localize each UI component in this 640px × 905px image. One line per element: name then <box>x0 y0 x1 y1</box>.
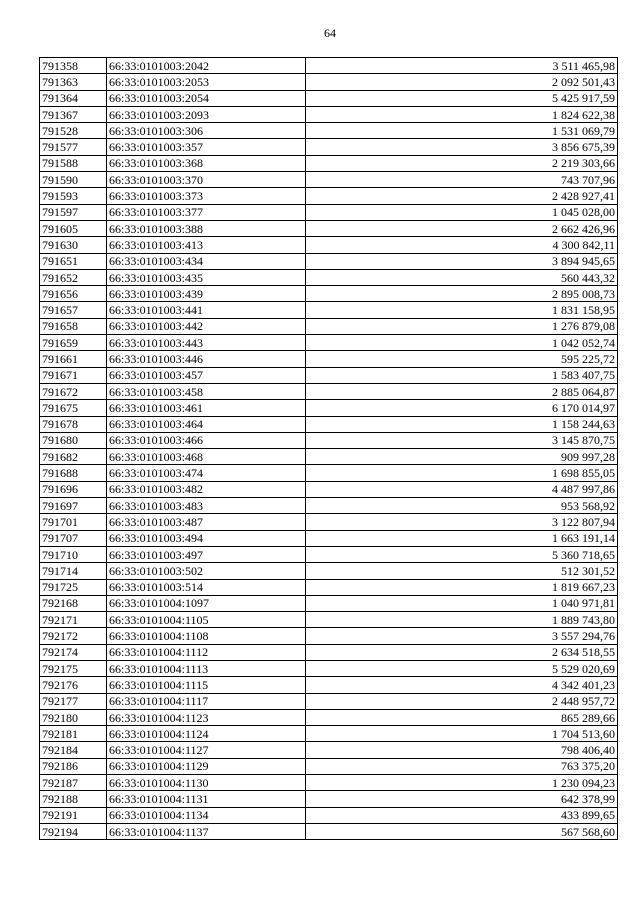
table-row <box>40 220 618 236</box>
cadastral-value-cell: 1 531 069,79 <box>306 123 618 139</box>
cadastral-number-cell: 66:33:0101003:2054 <box>107 90 306 106</box>
cadastral-value-cell: 2 428 927,41 <box>306 188 618 204</box>
row-number-cell: 791725 <box>40 579 107 595</box>
cadastral-value-cell: 3 511 465,98 <box>306 58 618 74</box>
row-number-cell: 791590 <box>40 172 107 188</box>
cadastral-value-cell: 1 042 052,74 <box>306 335 618 351</box>
table-row <box>40 530 618 546</box>
table-row <box>40 791 618 807</box>
cadastral-number-cell: 66:33:0101004:1097 <box>107 595 306 611</box>
cadastral-number-cell: 66:33:0101003:487 <box>107 514 306 530</box>
table-row <box>40 269 618 285</box>
cadastral-value-cell: 909 997,28 <box>306 449 618 465</box>
row-number-cell: 791701 <box>40 514 107 530</box>
row-number-cell: 791605 <box>40 220 107 236</box>
cadastral-value-cell: 953 568,92 <box>306 498 618 514</box>
row-number-cell: 791364 <box>40 90 107 106</box>
cadastral-number-cell: 66:33:0101003:2042 <box>107 58 306 74</box>
cadastral-value-cell: 763 375,20 <box>306 758 618 774</box>
cadastral-value-cell: 512 301,52 <box>306 563 618 579</box>
row-number-cell: 791588 <box>40 155 107 171</box>
row-number-cell: 792181 <box>40 726 107 742</box>
table-row <box>40 563 618 579</box>
cadastral-value-table <box>39 57 618 840</box>
table-row <box>40 579 618 595</box>
row-number-cell: 791656 <box>40 286 107 302</box>
row-number-cell: 791358 <box>40 58 107 74</box>
cadastral-number-cell: 66:33:0101004:1123 <box>107 709 306 725</box>
table-row <box>40 546 618 562</box>
table-row <box>40 498 618 514</box>
cadastral-number-cell: 66:33:0101003:502 <box>107 563 306 579</box>
page-number: 64 <box>324 26 336 40</box>
table-row <box>40 432 618 448</box>
cadastral-value-cell: 595 225,72 <box>306 351 618 367</box>
cadastral-value-cell: 1 230 094,23 <box>306 775 618 791</box>
row-number-cell: 792171 <box>40 612 107 628</box>
cadastral-number-cell: 66:33:0101003:413 <box>107 237 306 253</box>
cadastral-number-cell: 66:33:0101003:474 <box>107 465 306 481</box>
table-row <box>40 628 618 644</box>
row-number-cell: 791651 <box>40 253 107 269</box>
cadastral-value-cell: 2 662 426,96 <box>306 220 618 236</box>
cadastral-value-cell: 642 378,99 <box>306 791 618 807</box>
cadastral-number-cell: 66:33:0101004:1108 <box>107 628 306 644</box>
table-row <box>40 58 618 74</box>
cadastral-value-cell: 567 568,60 <box>306 823 618 839</box>
cadastral-number-cell: 66:33:0101004:1134 <box>107 807 306 823</box>
row-number-cell: 791688 <box>40 465 107 481</box>
table-row <box>40 367 618 383</box>
cadastral-number-cell: 66:33:0101003:464 <box>107 416 306 432</box>
row-number-cell: 792177 <box>40 693 107 709</box>
table-row <box>40 416 618 432</box>
cadastral-value-cell: 5 425 917,59 <box>306 90 618 106</box>
cadastral-number-cell: 66:33:0101003:466 <box>107 432 306 448</box>
cadastral-number-cell: 66:33:0101003:442 <box>107 318 306 334</box>
cadastral-value-cell: 3 894 945,65 <box>306 253 618 269</box>
cadastral-number-cell: 66:33:0101004:1131 <box>107 791 306 807</box>
cadastral-number-cell: 66:33:0101004:1129 <box>107 758 306 774</box>
table-row <box>40 644 618 660</box>
table-body <box>40 58 618 840</box>
cadastral-value-cell: 3 122 807,94 <box>306 514 618 530</box>
table-row <box>40 742 618 758</box>
cadastral-number-cell: 66:33:0101004:1127 <box>107 742 306 758</box>
cadastral-value-cell: 743 707,96 <box>306 172 618 188</box>
cadastral-value-cell: 1 276 879,08 <box>306 318 618 334</box>
cadastral-number-cell: 66:33:0101003:2053 <box>107 74 306 90</box>
cadastral-value-cell: 1 824 622,38 <box>306 106 618 122</box>
table-row <box>40 139 618 155</box>
table-row <box>40 302 618 318</box>
cadastral-value-cell: 2 895 008,73 <box>306 286 618 302</box>
cadastral-number-cell: 66:33:0101003:434 <box>107 253 306 269</box>
row-number-cell: 792168 <box>40 595 107 611</box>
row-number-cell: 792191 <box>40 807 107 823</box>
cadastral-value-cell: 3 856 675,39 <box>306 139 618 155</box>
row-number-cell: 791661 <box>40 351 107 367</box>
cadastral-number-cell: 66:33:0101004:1105 <box>107 612 306 628</box>
cadastral-number-cell: 66:33:0101003:443 <box>107 335 306 351</box>
cadastral-value-cell: 2 885 064,87 <box>306 383 618 399</box>
cadastral-value-cell: 6 170 014,97 <box>306 400 618 416</box>
cadastral-number-cell: 66:33:0101003:388 <box>107 220 306 236</box>
table-row <box>40 155 618 171</box>
table-row <box>40 318 618 334</box>
row-number-cell: 792188 <box>40 791 107 807</box>
row-number-cell: 791528 <box>40 123 107 139</box>
cadastral-number-cell: 66:33:0101004:1124 <box>107 726 306 742</box>
row-number-cell: 791680 <box>40 432 107 448</box>
cadastral-value-cell: 1 889 743,80 <box>306 612 618 628</box>
table-row <box>40 90 618 106</box>
cadastral-number-cell: 66:33:0101004:1130 <box>107 775 306 791</box>
table-row <box>40 383 618 399</box>
cadastral-value-cell: 1 698 855,05 <box>306 465 618 481</box>
cadastral-value-cell: 5 360 718,65 <box>306 546 618 562</box>
table-row <box>40 465 618 481</box>
table-row <box>40 693 618 709</box>
table-row <box>40 204 618 220</box>
row-number-cell: 792180 <box>40 709 107 725</box>
cadastral-number-cell: 66:33:0101003:482 <box>107 481 306 497</box>
cadastral-value-cell: 2 092 501,43 <box>306 74 618 90</box>
cadastral-number-cell: 66:33:0101003:373 <box>107 188 306 204</box>
row-number-cell: 792174 <box>40 644 107 660</box>
row-number-cell: 791597 <box>40 204 107 220</box>
cadastral-number-cell: 66:33:0101004:1113 <box>107 660 306 676</box>
table-row <box>40 514 618 530</box>
cadastral-number-cell: 66:33:0101003:370 <box>107 172 306 188</box>
cadastral-value-cell: 1 704 513,60 <box>306 726 618 742</box>
cadastral-value-cell: 1 663 191,14 <box>306 530 618 546</box>
cadastral-value-cell: 433 899,65 <box>306 807 618 823</box>
cadastral-value-cell: 3 557 294,76 <box>306 628 618 644</box>
row-number-cell: 791678 <box>40 416 107 432</box>
cadastral-number-cell: 66:33:0101003:306 <box>107 123 306 139</box>
cadastral-number-cell: 66:33:0101003:461 <box>107 400 306 416</box>
table-row <box>40 188 618 204</box>
cadastral-number-cell: 66:33:0101003:441 <box>107 302 306 318</box>
row-number-cell: 791682 <box>40 449 107 465</box>
row-number-cell: 791652 <box>40 269 107 285</box>
row-number-cell: 792176 <box>40 677 107 693</box>
table-row <box>40 351 618 367</box>
cadastral-value-cell: 1 040 971,81 <box>306 595 618 611</box>
cadastral-number-cell: 66:33:0101003:514 <box>107 579 306 595</box>
row-number-cell: 791672 <box>40 383 107 399</box>
row-number-cell: 791657 <box>40 302 107 318</box>
cadastral-number-cell: 66:33:0101004:1117 <box>107 693 306 709</box>
cadastral-number-cell: 66:33:0101003:457 <box>107 367 306 383</box>
row-number-cell: 791577 <box>40 139 107 155</box>
table-row <box>40 677 618 693</box>
row-number-cell: 791367 <box>40 106 107 122</box>
row-number-cell: 792175 <box>40 660 107 676</box>
row-number-cell: 791714 <box>40 563 107 579</box>
table-row <box>40 335 618 351</box>
table-row <box>40 400 618 416</box>
cadastral-number-cell: 66:33:0101003:497 <box>107 546 306 562</box>
cadastral-value-cell: 1 158 244,63 <box>306 416 618 432</box>
table-row <box>40 807 618 823</box>
table-row <box>40 449 618 465</box>
row-number-cell: 791671 <box>40 367 107 383</box>
cadastral-number-cell: 66:33:0101003:435 <box>107 269 306 285</box>
cadastral-number-cell: 66:33:0101003:2093 <box>107 106 306 122</box>
cadastral-value-cell: 5 529 020,69 <box>306 660 618 676</box>
cadastral-value-cell: 560 443,32 <box>306 269 618 285</box>
cadastral-value-cell: 4 300 842,11 <box>306 237 618 253</box>
cadastral-number-cell: 66:33:0101004:1137 <box>107 823 306 839</box>
cadastral-value-cell: 4 487 997,86 <box>306 481 618 497</box>
cadastral-value-cell: 4 342 401,23 <box>306 677 618 693</box>
cadastral-number-cell: 66:33:0101003:468 <box>107 449 306 465</box>
cadastral-number-cell: 66:33:0101003:483 <box>107 498 306 514</box>
row-number-cell: 791707 <box>40 530 107 546</box>
table-row <box>40 775 618 791</box>
row-number-cell: 791363 <box>40 74 107 90</box>
table-row <box>40 74 618 90</box>
table-row <box>40 253 618 269</box>
cadastral-number-cell: 66:33:0101004:1115 <box>107 677 306 693</box>
row-number-cell: 791630 <box>40 237 107 253</box>
table-row <box>40 612 618 628</box>
row-number-cell: 791696 <box>40 481 107 497</box>
cadastral-number-cell: 66:33:0101003:357 <box>107 139 306 155</box>
table-row <box>40 660 618 676</box>
table-row <box>40 709 618 725</box>
table-row <box>40 123 618 139</box>
cadastral-value-cell: 798 406,40 <box>306 742 618 758</box>
cadastral-value-cell: 1 583 407,75 <box>306 367 618 383</box>
row-number-cell: 791697 <box>40 498 107 514</box>
row-number-cell: 791659 <box>40 335 107 351</box>
table-row <box>40 172 618 188</box>
row-number-cell: 791658 <box>40 318 107 334</box>
row-number-cell: 792186 <box>40 758 107 774</box>
row-number-cell: 792172 <box>40 628 107 644</box>
row-number-cell: 791675 <box>40 400 107 416</box>
table-row <box>40 286 618 302</box>
table-row <box>40 758 618 774</box>
cadastral-number-cell: 66:33:0101003:439 <box>107 286 306 302</box>
table-row <box>40 823 618 839</box>
cadastral-value-cell: 3 145 870,75 <box>306 432 618 448</box>
cadastral-number-cell: 66:33:0101003:458 <box>107 383 306 399</box>
cadastral-value-cell: 2 634 518,55 <box>306 644 618 660</box>
table-row <box>40 726 618 742</box>
cadastral-value-cell: 865 289,66 <box>306 709 618 725</box>
cadastral-value-cell: 2 219 303,66 <box>306 155 618 171</box>
cadastral-number-cell: 66:33:0101003:494 <box>107 530 306 546</box>
table-row <box>40 106 618 122</box>
row-number-cell: 792184 <box>40 742 107 758</box>
cadastral-value-cell: 2 448 957,72 <box>306 693 618 709</box>
cadastral-value-cell: 1 831 158,95 <box>306 302 618 318</box>
cadastral-value-cell: 1 819 667,23 <box>306 579 618 595</box>
cadastral-value-cell: 1 045 028,00 <box>306 204 618 220</box>
cadastral-number-cell: 66:33:0101003:377 <box>107 204 306 220</box>
row-number-cell: 791593 <box>40 188 107 204</box>
cadastral-number-cell: 66:33:0101003:368 <box>107 155 306 171</box>
table-row <box>40 481 618 497</box>
row-number-cell: 792194 <box>40 823 107 839</box>
cadastral-number-cell: 66:33:0101004:1112 <box>107 644 306 660</box>
row-number-cell: 791710 <box>40 546 107 562</box>
cadastral-number-cell: 66:33:0101003:446 <box>107 351 306 367</box>
row-number-cell: 792187 <box>40 775 107 791</box>
table-row <box>40 595 618 611</box>
table-row <box>40 237 618 253</box>
